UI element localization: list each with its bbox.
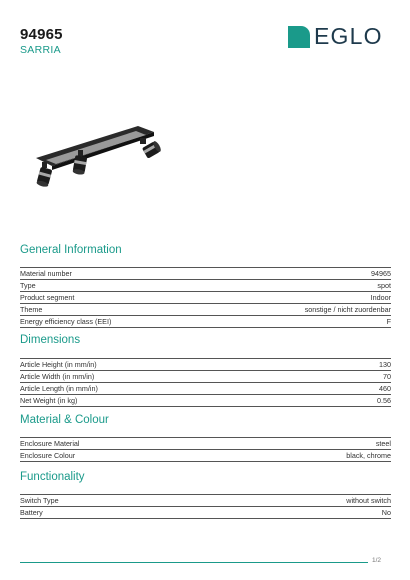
table-row [20,450,391,462]
table-row [20,316,391,328]
logo-mark-icon [288,26,310,48]
row-value: 94965 [371,269,391,278]
table-row [20,292,391,304]
row-label: Theme [20,305,43,314]
row-value: No [381,508,391,517]
row-label: Enclosure Colour [20,451,76,460]
section-title-material-colour: Material & Colour [20,414,109,426]
row-label: Type [20,281,36,290]
row-label: Switch Type [20,496,59,505]
table-row [20,304,391,316]
row-value: 130 [379,360,391,369]
dimensions-table [20,358,391,407]
row-value: sonstige / nicht zuordenbar [304,305,391,314]
article-number: 94965 [20,26,63,43]
row-label: Article Width (in mm/in) [20,372,95,381]
product-image [30,118,165,198]
footer-divider [20,562,368,563]
row-value: steel [375,439,391,448]
row-label: Energy efficiency class (EEI) [20,317,112,326]
row-label: Battery [20,508,43,517]
row-label: Net Weight (in kg) [20,396,78,405]
product-name: SARRIA [20,44,61,56]
section-title-functionality: Functionality [20,471,85,483]
row-value: 0.56 [377,396,391,405]
section-title-general-information: General Information [20,244,122,256]
table-row [20,371,391,383]
row-label: Product segment [20,293,75,302]
row-value: without switch [346,496,391,505]
table-row [20,507,391,519]
row-value: F [386,317,391,326]
row-label: Material number [20,269,72,278]
brand-name: EGLO [314,23,383,49]
general-information-table [20,267,391,328]
row-value: 460 [379,384,391,393]
page-indicator: 1/2 [372,557,382,564]
row-label: Article Height (in mm/in) [20,360,97,369]
table-row [20,280,391,292]
row-label: Article Length (in mm/in) [20,384,98,393]
row-value: 70 [383,372,391,381]
table-row [20,494,391,507]
table-row [20,437,391,450]
row-value: black, chrome [346,451,391,460]
table-row [20,358,391,371]
functionality-table [20,494,391,519]
table-row [20,395,391,407]
brand-logo [288,24,392,50]
row-value: Indoor [370,293,391,302]
table-row [20,383,391,395]
row-label: Enclosure Material [20,439,80,448]
row-value: spot [377,281,391,290]
material-colour-table [20,437,391,462]
section-title-dimensions: Dimensions [20,334,81,346]
table-row [20,267,391,280]
